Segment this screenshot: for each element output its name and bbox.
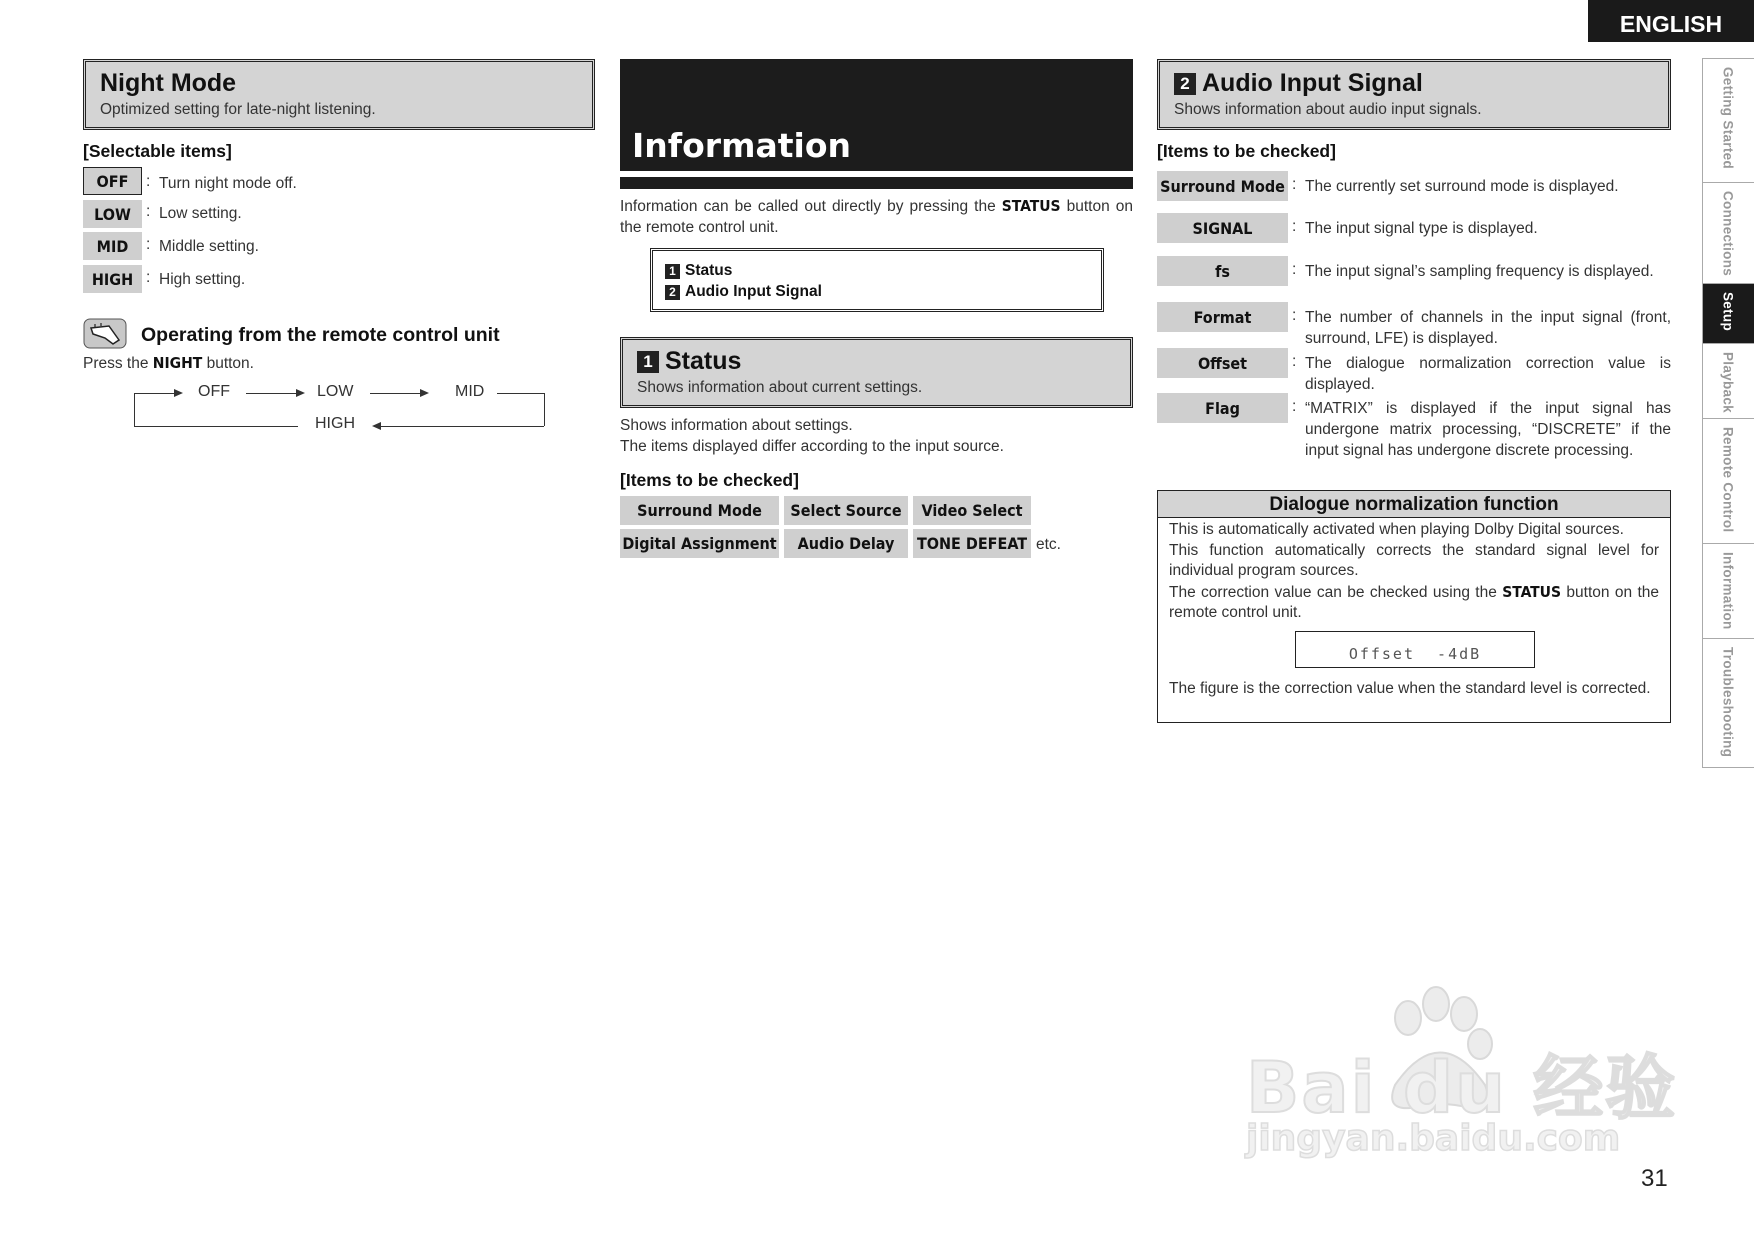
audio-desc-surround-mode: The currently set surround mode is displayed. <box>1305 178 1619 195</box>
night-mode-subtitle: Optimized setting for late-night listening. <box>100 101 376 118</box>
status-subtitle: Shows information about current settings. <box>637 379 923 396</box>
status-key: STATUS <box>1001 197 1061 215</box>
dialogue-para2: This function automatically corrects the standard signal level for individual program sources. <box>1169 541 1659 580</box>
selectable-items-heading: [Selectable items] <box>83 141 232 161</box>
remote-heading: Operating from the remote control unit <box>141 324 500 346</box>
audio-input-subtitle: Shows information about audio input signals. <box>1174 101 1482 118</box>
option-mid-desc: Middle setting. <box>159 238 259 255</box>
option-off-label: OFF <box>83 167 142 195</box>
status-item-audio-delay: Audio Delay <box>784 529 908 558</box>
audio-item-signal: SIGNAL <box>1157 213 1288 243</box>
information-intro: Information can be called out directly by pressing the STATUS button on the remote control unit. <box>620 197 1133 236</box>
dialogue-para1: This is automatically activated when playing Dolby Digital sources. <box>1169 521 1624 538</box>
side-tab-getting-started[interactable]: Getting Started <box>1702 58 1754 182</box>
night-mode-header <box>83 59 595 130</box>
language-label: ENGLISH <box>1619 10 1723 37</box>
information-title: Information <box>632 126 851 165</box>
option-high-desc: High setting. <box>159 271 246 288</box>
watermark-sub: jingyan.baidu.com <box>1246 1118 1621 1159</box>
side-tab-connections[interactable]: Connections <box>1702 182 1754 283</box>
audio-item-format: Format <box>1157 302 1288 332</box>
status-line2: The items displayed differ according to the input source. <box>620 438 1004 455</box>
side-tab-remote-control[interactable]: Remote Control <box>1702 418 1754 543</box>
option-low-desc: Low setting. <box>159 205 242 222</box>
language-tab <box>1588 0 1754 42</box>
page-number: 31 <box>1641 1165 1668 1192</box>
option-low-label: LOW <box>83 200 142 228</box>
side-tab-playback[interactable]: Playback <box>1702 343 1754 418</box>
night-mode-title: Night Mode <box>100 69 237 97</box>
remote-press-text: Press the NIGHT button. <box>83 354 254 372</box>
flow-mid: MID <box>455 383 485 400</box>
flow-off: OFF <box>198 383 230 400</box>
option-off-desc: Turn night mode off. <box>159 175 297 192</box>
status-item-digital-assignment: Digital Assignment <box>620 529 779 558</box>
audio-input-header <box>1157 59 1671 130</box>
audio-desc-fs: The input signal’s sampling frequency is displayed. <box>1305 263 1654 280</box>
audio-input-title: 2 Audio Input Signal <box>1174 68 1654 98</box>
flow-high: HIGH <box>315 415 355 432</box>
option-high-label: HIGH <box>83 265 142 293</box>
status-key: STATUS <box>1502 582 1562 601</box>
information-banner <box>620 59 1133 171</box>
status-etc: etc. <box>1036 536 1061 553</box>
status-item-surround-mode: Surround Mode <box>620 496 779 525</box>
side-tab-information[interactable]: Information <box>1702 543 1754 638</box>
audio-desc-format: The number of channels in the input signal (front, surround, LFE) is displayed. <box>1305 309 1671 347</box>
audio-items-heading: [Items to be checked] <box>1157 141 1336 161</box>
audio-item-flag: Flag <box>1157 393 1288 423</box>
menu-item-audio-input: 2 Audio Input Signal <box>665 281 1089 302</box>
colon: : <box>146 236 151 253</box>
watermark-main: Bai du 经验 <box>1246 1047 1678 1129</box>
colon: : <box>1292 398 1297 415</box>
dialogue-para3: The correction value can be checked using the STATUS button on the remote control unit. <box>1169 582 1659 622</box>
remote-hand-icon <box>83 318 127 349</box>
status-item-tone-defeat: TONE DEFEAT <box>913 529 1031 558</box>
audio-item-surround-mode: Surround Mode <box>1157 171 1288 201</box>
colon: : <box>1292 218 1297 235</box>
audio-desc-signal: The input signal type is displayed. <box>1305 220 1538 237</box>
status-item-select-source: Select Source <box>784 496 908 525</box>
baidu-watermark <box>1240 980 1678 1170</box>
status-item-video-select: Video Select <box>913 496 1031 525</box>
colon: : <box>146 203 151 220</box>
status-header <box>620 337 1133 408</box>
flow-low: LOW <box>317 383 354 400</box>
status-line1: Shows information about settings. <box>620 417 853 434</box>
colon: : <box>146 173 151 190</box>
dialogue-normalization-box <box>1157 490 1671 723</box>
colon: : <box>1292 353 1297 370</box>
colon: : <box>1292 176 1297 193</box>
colon: : <box>1292 307 1297 324</box>
side-tab-setup[interactable]: Setup <box>1702 283 1754 343</box>
menu-item-status: 1 Status <box>665 260 1089 281</box>
dialogue-para4: The figure is the correction value when the standard level is corrected. <box>1169 680 1651 697</box>
night-key: NIGHT <box>152 354 203 372</box>
colon: : <box>146 269 151 286</box>
side-tab-troubleshooting[interactable]: Troubleshooting <box>1702 638 1754 768</box>
option-mid-label: MID <box>83 232 142 260</box>
status-items-heading: [Items to be checked] <box>620 470 799 490</box>
banner-underline <box>620 177 1133 189</box>
audio-desc-flag: “MATRIX” is displayed if the input signal has undergone matrix processing, “DISCRETE” if the input signal has undergone discrete processing. <box>1305 400 1671 459</box>
side-tab-divider <box>1702 58 1703 768</box>
dialogue-title: Dialogue normalization function <box>1158 491 1670 518</box>
audio-item-offset: Offset <box>1157 348 1288 378</box>
status-title: 1 Status <box>637 346 1116 376</box>
audio-desc-offset: The dialogue normalization correction value is displayed. <box>1305 355 1671 393</box>
offset-display: Offset -4dB <box>1295 631 1535 668</box>
audio-item-fs: fs <box>1157 256 1288 286</box>
information-menu-box <box>650 248 1104 312</box>
colon: : <box>1292 261 1297 278</box>
